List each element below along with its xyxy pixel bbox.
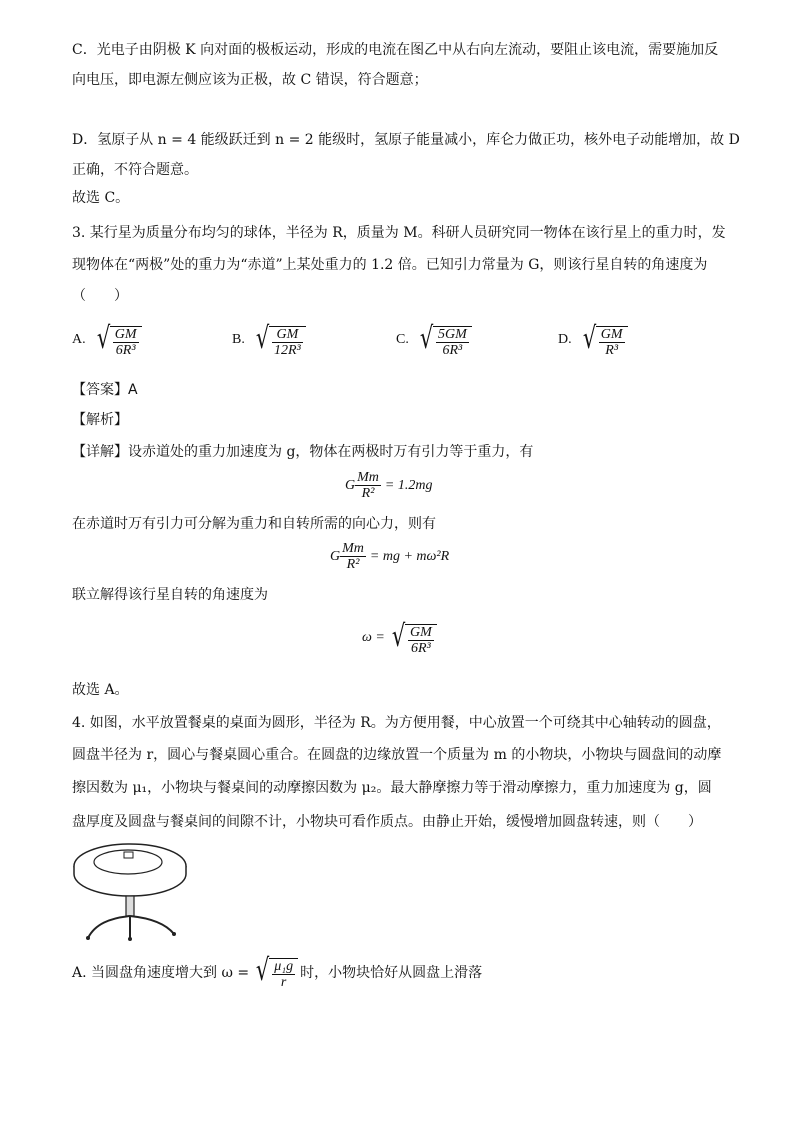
q4-num: μ₁g: [274, 959, 294, 974]
eq3-num: GM: [409, 625, 432, 640]
option-b-sqrt: √ $\frac{GM}{\text{12R³}}$: [253, 322, 306, 358]
option-b: [232, 322, 306, 358]
q4-option-a-suffix: 时，小物块恰好从圆盘上滑落: [300, 965, 483, 981]
option-b-den: 12R³: [273, 343, 301, 358]
analysis-heading: 【解析】: [72, 412, 128, 428]
eq1-num: Mm: [357, 470, 379, 485]
q4-den: r: [280, 975, 287, 990]
option-d-label: D.: [558, 332, 572, 347]
eq2-num: Mm: [342, 541, 364, 556]
option-b-num: GM: [272, 327, 303, 343]
eq1-den: R²: [361, 486, 375, 501]
solve-line: 联立解得该行星自转的角速度为: [72, 587, 268, 603]
option-d-sqrt: √ $\frac{GM}{\text{R³}}$: [580, 322, 628, 358]
eq1-rhs: = 1.2mg: [384, 477, 433, 493]
equation-2: [330, 541, 449, 572]
option-d: [558, 322, 628, 358]
option-d-den: R³: [605, 343, 619, 358]
answer-line: 【答案】A: [72, 382, 138, 398]
equation-1: [345, 470, 432, 501]
option-a-sqrt: √ $\frac{GM}{\text{6R³}}$: [94, 322, 142, 358]
eq1-lhs: G: [345, 477, 356, 493]
question-4-line-2: 圆盘半径为 r，圆心与餐桌圆心重合。在圆盘的边缘放置一个质量为 m 的小物块，小物块与圆盘间的动摩: [72, 747, 722, 763]
d-option-line-2: 正确，不符合题意。: [72, 162, 198, 178]
eq2-rhs: = mg + mω²R: [369, 548, 450, 564]
question-4-line-4: 盘厚度及圆盘与餐桌间的间隙不计，小物块可看作质点。由静止开始，缓慢增加圆盘转速，则（ ）: [72, 814, 702, 830]
option-a-den: 6R³: [115, 343, 136, 358]
option-c-den: 6R³: [442, 343, 463, 358]
eq3-den: 6R³: [410, 641, 431, 656]
detail-line: 【详解】设赤道处的重力加速度为 g，物体在两极时万有引力等于重力，有: [72, 444, 534, 460]
question-4-option-a: A. 当圆盘角速度增大到 ω = √ $\frac{\text{μ₁g}}{r}$ 时，小物块恰好从圆盘上滑落: [72, 953, 483, 990]
option-d-num: GM: [600, 327, 623, 342]
q4-option-a-prefix: A. 当圆盘角速度增大到 ω =: [72, 965, 250, 981]
option-b-label: B.: [232, 332, 245, 347]
option-a-label: A.: [72, 332, 86, 347]
question-4-line-1: 4. 如图，水平放置餐桌的桌面为圆形，半径为 R。为方便用餐，中心放置一个可绕其中心轴转动的圆盘，: [72, 715, 721, 731]
eq2-lhs: G: [330, 548, 341, 564]
equator-line: 在赤道时万有引力可分解为重力和自转所需的向心力，则有: [72, 516, 436, 532]
d-option-line-1: D．氢原子从 n = 4 能级跃迁到 n = 2 能级时，氢原子能量减小，库仑力做正功，核外电子动能增加，故 D: [72, 132, 740, 148]
equation-3: ω = √ $\frac{GM}{\text{6R³}}$: [362, 620, 437, 656]
option-c-label: C.: [396, 332, 409, 347]
option-c: [396, 322, 472, 358]
option-c-num: 5GM: [437, 327, 467, 342]
option-c-sqrt: √ $\frac{5GM}{\text{6R³}}$: [417, 322, 472, 358]
c-option-line-2: 向电压，即电源左侧应该为正极，故 C 错误，符合题意；: [72, 72, 428, 88]
question-4-line-3: 擦因数为 μ₁，小物块与餐桌间的动摩擦因数为 μ₂。最大静摩擦力等于滑动摩擦力，重力加速度为 g，圆: [72, 780, 712, 796]
option-a: [72, 322, 142, 358]
eq2-den: R²: [346, 557, 360, 572]
choose-a: 故选 A。: [72, 682, 129, 698]
rotating-table-figure: [70, 838, 190, 948]
eq3-lhs: ω =: [362, 630, 385, 645]
option-a-num: GM: [114, 327, 137, 342]
question-3-line-2: 现物体在“两极”处的重力为“赤道”上某处重力的 1.2 倍。已知引力常量为 G，则该行星自转的角速度为: [72, 257, 708, 273]
c-option-line-1: C．光电子由阴极 K 向对面的极板运动，形成的电流在图乙中从右向左流动，要阻止该电流，需要施加反: [72, 42, 719, 58]
question-3-line-3: （ ）: [72, 288, 128, 304]
choose-c: 故选 C。: [72, 190, 130, 206]
question-3-line-1: 3. 某行星为质量分布均匀的球体，半径为 R，质量为 M。科研人员研究同一物体在该行星上的重力时，发: [72, 225, 726, 241]
